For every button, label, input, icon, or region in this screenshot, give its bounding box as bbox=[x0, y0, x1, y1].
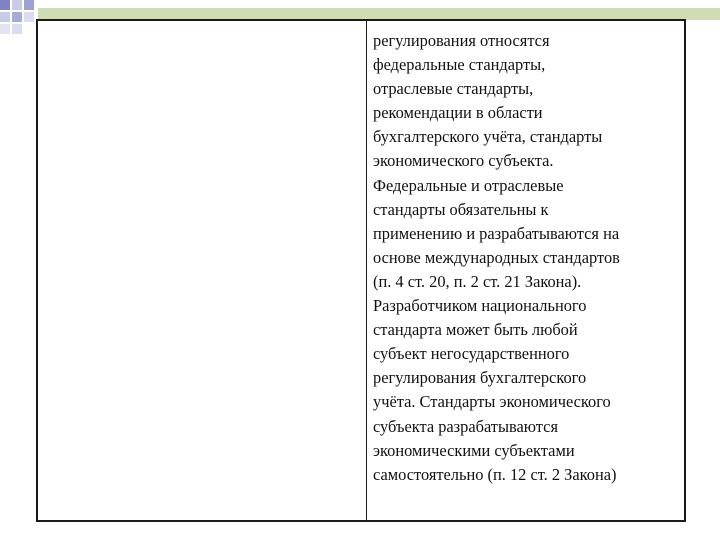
table-cell-left bbox=[38, 21, 367, 520]
deco-square-blue-dark bbox=[0, 0, 10, 10]
deco-square-blue-dark bbox=[12, 12, 22, 22]
deco-square-blue-dark bbox=[24, 0, 34, 10]
content-table bbox=[36, 19, 686, 522]
deco-square-blue-light bbox=[0, 12, 10, 22]
deco-square-blue-light bbox=[12, 0, 22, 10]
deco-square-blue-light bbox=[24, 12, 34, 22]
deco-square-blue-light bbox=[12, 24, 22, 34]
table-cell-right bbox=[367, 21, 684, 520]
deco-square-blue-light bbox=[0, 24, 10, 34]
body-paragraph: регулирования относятся федеральные стандарты, отраслевые стандарты, рекомендации в области бухгалтерского учёта, стандарты экономического субъекта. Федеральные и отраслевые стандарты обязательны к применению и разрабатываются на основе международных стандартов (п. 4 ст. 20, п. 2 ст. 21 Закона). Разработчиком национального стандарта может быть любой субъект негосударственного регулирования бухгалтерского учёта. Стандарты экономического субъекта разрабатываются экономическими субъектами самостоятельно (п. 12 ст. 2 Закона) bbox=[373, 31, 620, 484]
